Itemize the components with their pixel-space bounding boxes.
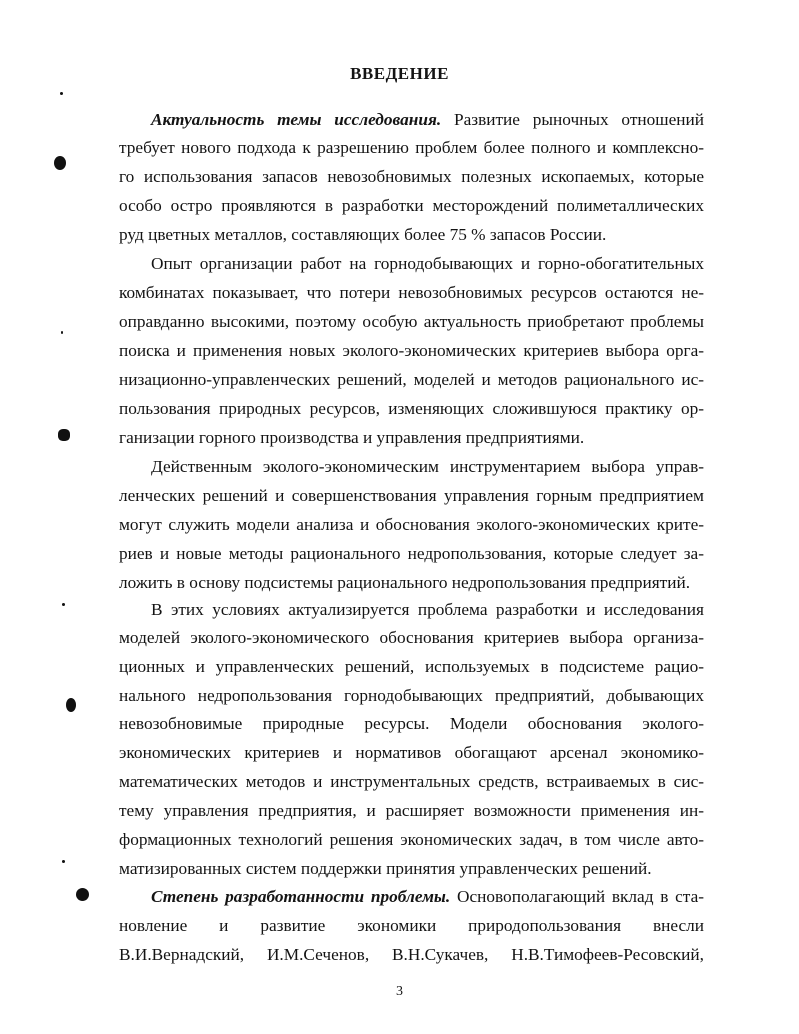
text-line: формационных технологий решения экономических задач, в том числе авто- bbox=[119, 830, 704, 849]
scan-mark bbox=[60, 92, 63, 95]
scan-mark bbox=[62, 603, 65, 606]
text-line: тему управления предприятия, и расширяет возможности применения ин- bbox=[119, 801, 704, 820]
text-line: риев и новые методы рационального недропользования, которые следует за- bbox=[119, 544, 704, 563]
text-line: ленческих решений и совершенствования управления горным предприятием bbox=[119, 486, 704, 505]
section-heading-inline: Степень разработанности проблемы. bbox=[151, 887, 451, 906]
text-line: моделей эколого-экономического обоснования критериев выбора организа- bbox=[119, 628, 704, 647]
scan-mark bbox=[62, 860, 65, 863]
text-line: оправданно высокими, поэтому особую актуальность приобретают проблемы bbox=[119, 312, 704, 331]
text-line: ложить в основу подсистемы рационального недропользования предприятий. bbox=[119, 573, 691, 592]
text-line: Степень разработанности проблемы. Основополагающий вклад в ста- bbox=[151, 887, 705, 906]
text-line: поиска и применения новых эколого-экономических критериев выбора орга- bbox=[119, 341, 704, 360]
section-heading-inline: Актуальность темы исследования. bbox=[151, 110, 442, 129]
scan-mark bbox=[76, 888, 89, 901]
text-line: экономических критериев и нормативов обогащают арсенал экономико- bbox=[119, 743, 704, 762]
scan-mark bbox=[61, 331, 63, 334]
text-line: го использования запасов невозобновимых полезных ископаемых, которые bbox=[119, 167, 704, 186]
text-line: руд цветных металлов, составляющих более 75 % запасов России. bbox=[119, 225, 607, 244]
text-line: Актуальность темы исследования. Развитие рыночных отношений bbox=[151, 110, 705, 129]
text-line: комбинатах показывает, что потери невозобновимых ресурсов остаются не- bbox=[119, 283, 704, 302]
scan-mark bbox=[66, 698, 76, 712]
text-line: ционных и управленческих решений, используемых в подсистеме рацио- bbox=[119, 657, 704, 676]
text-line: математических методов и инструментальных средств, встраиваемых в сис- bbox=[119, 772, 704, 791]
text-line: требует нового подхода к разрешению проблем более полного и комплексно- bbox=[119, 138, 704, 157]
text-line: Опыт организации работ на горнодобывающих и горно-обогатительных bbox=[151, 254, 704, 273]
text-line: низационно-управленческих решений, моделей и методов рационального ис- bbox=[119, 370, 704, 389]
page-title: ВВЕДЕНИЕ bbox=[350, 64, 449, 83]
text-line: Действенным эколого-экономическим инструментарием выбора управ- bbox=[151, 457, 704, 476]
page-number: 3 bbox=[396, 984, 403, 999]
text-line: нального недропользования горнодобывающих предприятий, добывающих bbox=[119, 686, 704, 705]
text-line: В этих условиях актуализируется проблема разработки и исследования bbox=[151, 600, 704, 619]
text-line: пользования природных ресурсов, изменяющих сложившуюся практику ор- bbox=[119, 399, 704, 418]
text-line: ганизации горного производства и управления предприятиями. bbox=[119, 428, 585, 447]
text-line: В.И.Вернадский, И.М.Сеченов, В.Н.Сукачев, Н.В.Тимофеев-Ресовский, bbox=[119, 945, 704, 964]
text-line: новление и развитие экономики природопользования внесли bbox=[119, 916, 704, 935]
scan-mark bbox=[58, 429, 70, 441]
text-line: могут служить модели анализа и обоснования эколого-экономических крите- bbox=[119, 515, 704, 534]
scan-mark bbox=[54, 156, 66, 170]
text-line: матизированных систем поддержки принятия управленческих решений. bbox=[119, 859, 652, 878]
text-line: особо остро проявляются в разработки месторождений полиметаллических bbox=[119, 196, 704, 215]
text-line: невозобновимые природные ресурсы. Модели обоснования эколого- bbox=[119, 714, 704, 733]
